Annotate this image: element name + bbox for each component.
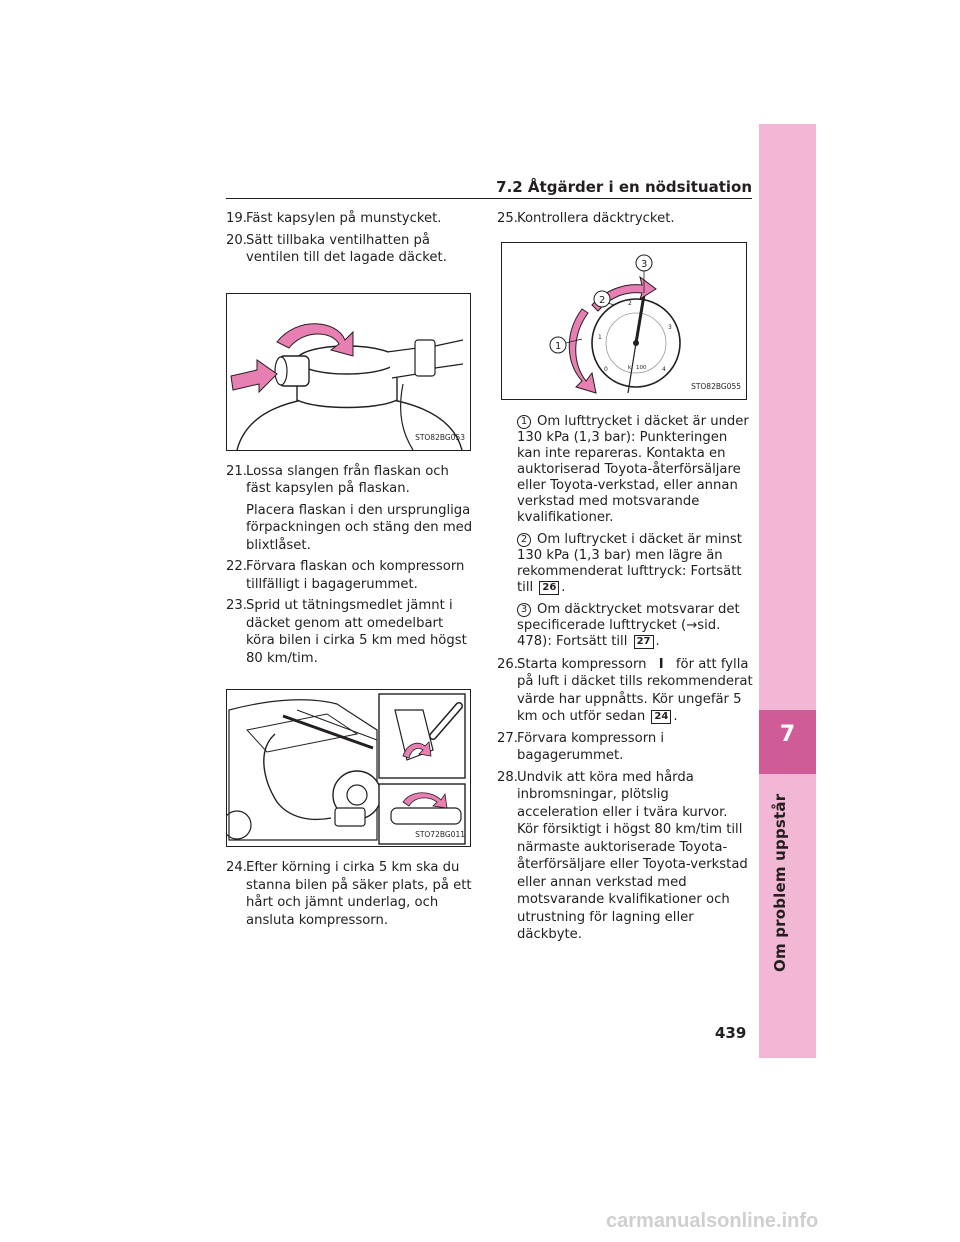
step-21	[226, 463, 474, 498]
svg-text:1: 1	[598, 333, 602, 341]
section-title: 7.2 Åtgärder i en nödsituation	[496, 178, 752, 196]
step-number: 28.	[497, 769, 518, 785]
note-text: Om lufttrycket i däcket är under 130 kPa (1,3 bar): Punkteringen kan inte repareras. Kontakta en auktoriserad Toyota-återförsäljare eller Toyota-verkstad, eller annan verkstad med motsvarande kvalifikationer.	[517, 413, 749, 525]
step-24	[226, 859, 474, 929]
step-28	[497, 769, 753, 944]
step-number: 24.	[226, 860, 247, 875]
figure-car-compressor	[226, 689, 471, 847]
svg-text:2: 2	[628, 299, 632, 307]
gauge-unit-100: 100	[636, 364, 647, 371]
svg-text:3: 3	[668, 323, 672, 331]
step-text: Efter körning i cirka 5 km ska du stanna bilen på säker plats, på ett hårt och jämnt underlag, och ansluta kompressorn.	[246, 860, 472, 928]
svg-text:4: 4	[662, 365, 666, 373]
chapter-name: Om problem uppstår	[771, 794, 789, 973]
step-number: 22.	[226, 559, 247, 574]
figure-pressure-gauge	[501, 242, 747, 400]
step-text: Undvik att köra med hårda inbromsningar, plötslig acceleration eller i tvära kurvor. Kör försiktigt i högst 80 km/tim till närmaste auktoriserade Toyota-återförsäljare eller Toyota-verkstad eller annan verkstad med motsvarande kvalifikationer och utrustning för lagning eller däckbyte.	[517, 769, 748, 942]
note-3	[517, 602, 753, 650]
step-25	[497, 210, 753, 228]
step-text: Lossa slangen från flaskan och fäst kapsylen på flaskan.	[246, 463, 449, 496]
right-column	[497, 210, 753, 948]
step-text: Sätt tillbaka ventilhatten på ventilen till det lagade däcket.	[246, 232, 447, 265]
figure-code: STO82BG053	[415, 433, 465, 442]
chapter-side-tab[interactable]	[759, 124, 816, 1058]
step-text	[517, 656, 753, 726]
pressure-gauge-illustration	[502, 243, 746, 399]
step-text: Fäst kapsylen på munstycket.	[246, 211, 442, 226]
chapter-number: 7	[779, 722, 796, 747]
valve-cap-illustration	[227, 294, 470, 450]
step-number: 23.	[226, 598, 247, 613]
step-text-end: .	[673, 709, 678, 724]
step-reference-link[interactable]: 24	[651, 710, 671, 724]
step-26	[497, 656, 753, 726]
note-1	[517, 414, 753, 526]
step-number: 27.	[497, 730, 518, 746]
header-divider	[226, 198, 752, 199]
step-22	[226, 558, 474, 593]
watermark: carmanualsonline.info	[606, 1210, 819, 1232]
callout-marker: 2	[517, 533, 531, 547]
step-text: Sprid ut tätningsmedlet jämnt i däcket genom att omedelbart köra bilen i cirka 5 km med högst 80 km/tim.	[246, 598, 467, 666]
step-number: 25.	[497, 211, 518, 226]
note-text: Om däcktrycket motsvarar det specificerade lufttrycket (→sid. 478): Fortsätt till	[517, 601, 740, 649]
gauge-callout-1: 1	[555, 340, 562, 352]
gauge-callout-3: 3	[641, 258, 648, 270]
step-23	[226, 597, 474, 667]
note-text: Om luftrycket i däcket är minst 130 kPa (1,3 bar) men lägre än rekommenderat lufttryck: Fortsätt till	[517, 531, 742, 595]
callout-marker: 3	[517, 603, 531, 617]
step-text: Förvara kompressorn i bagagerummet.	[517, 730, 665, 763]
left-column	[226, 210, 474, 933]
figure-code: STO72BG011	[415, 829, 465, 839]
callout-marker: 1	[517, 415, 531, 429]
step-number: 21.	[226, 463, 247, 479]
svg-text:0: 0	[604, 365, 608, 373]
note-end: .	[655, 633, 660, 649]
gauge-unit-k: k	[628, 364, 632, 371]
step-reference-link[interactable]: 26	[539, 581, 559, 595]
step-reference-link[interactable]: 27	[634, 635, 654, 649]
step-text-before: Starta kompressorn	[517, 656, 647, 672]
step-27	[497, 730, 753, 765]
step-text: Förvara flaskan och kompressorn tillfälligt i bagagerummet.	[246, 559, 465, 592]
step-21-subtext: Placera flaskan i den ursprungliga förpackningen och stäng den med blixtlåset.	[246, 502, 473, 553]
step-19	[226, 210, 474, 228]
figure-code: STO82BG055	[691, 382, 741, 391]
step-number: 26.	[497, 656, 518, 672]
note-end: .	[561, 579, 566, 595]
page-number: 439	[715, 1024, 747, 1042]
car-compressor-illustration	[227, 690, 470, 846]
step-text-main: för att fylla på luft i däcket tills rekommenderat värde har uppnåtts. Kör ungefär 5 km och utför sedan	[517, 656, 753, 724]
power-switch-symbol: I	[658, 656, 664, 672]
step-number: 20.	[226, 232, 247, 248]
step-text: Kontrollera däcktrycket.	[517, 211, 675, 226]
step-number: 19.	[226, 211, 247, 226]
note-2	[517, 532, 753, 596]
gauge-callout-2: 2	[599, 294, 606, 306]
step-20	[226, 232, 474, 267]
figure-valve-cap	[226, 293, 471, 451]
